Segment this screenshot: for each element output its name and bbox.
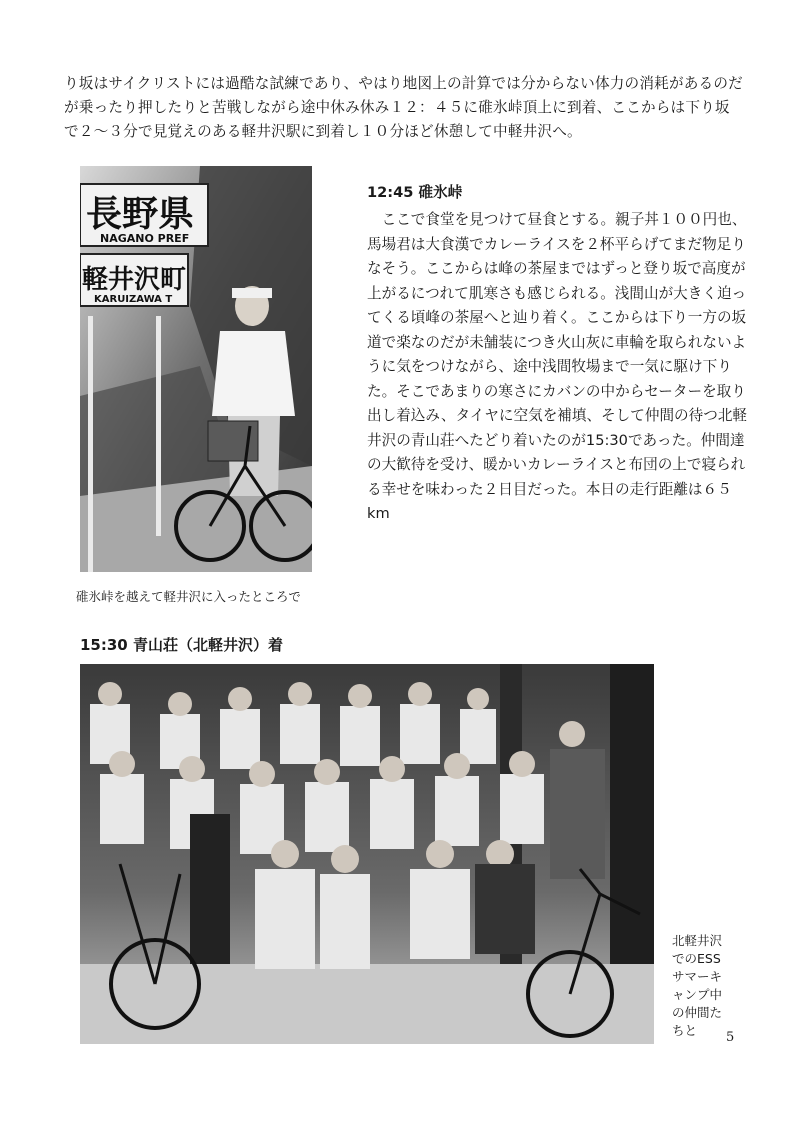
- aoyama-section-title: 15:30 青山荘（北軽井沢）着: [80, 636, 283, 654]
- group-photo-caption: 北軽井沢でのESSサマーキャンプ中の仲間たちと: [672, 933, 723, 1038]
- sign-top-text: 長野県: [86, 194, 195, 235]
- cyclist-photo-drawing: [80, 166, 312, 572]
- intro-paragraph: り坂はサイクリストには過酷な試練であり、やはり地図上の計算では分からない体力の消耗があるのだが乗ったり押したりと苦戦しながら途中休み休み１２：４５に碓氷峠頂上に到着、ここからは下り坂で２～３分で見覚えのある軽井沢駅に到着し１０分ほど休憩して中軽井沢へ。: [64, 75, 743, 140]
- sign-mid-subtext: KARUIZAWA T: [94, 294, 173, 305]
- usui-pass-body: ここで食堂を見つけて昼食とする。親子丼１００円也、馬場君は大食漢でカレーライスを２杯平らげてまだ物足りなそう。ここからは峰の茶屋まではずっと登り坂で高度が上がるにつれて肌寒さも感じられる。浅間山が大きく迫ってくる頃峰の茶屋へと辿り着く。ここからは下り一方の坂道で楽なのだが未舗装につき火山灰に車輪を取られないように気をつけながら、途中浅間牧場まで一気に駆け下りた。そこであまりの寒さにカバンの中からセーターを取り出し着込み、タイヤに空気を補填、そして仲間の待つ北軽井沢の青山荘へたどり着いたのが15:30であった。仲間達の大歓待を受け、暖かいカレーライスと布団の上で寝られる幸せを味わった２日目だった。本日の走行距離は６５km: [367, 211, 748, 522]
- sign-mid-text: 軽井沢町: [82, 265, 187, 295]
- usui-pass-title: 12:45 碓氷峠: [367, 184, 463, 201]
- group-photo: [80, 664, 654, 1044]
- cyclist-photo: [80, 166, 312, 572]
- cyclist-photo-caption: 碓氷峠を越えて軽井沢に入ったところで: [76, 589, 301, 604]
- sign-top-subtext: NAGANO PREF: [100, 232, 190, 245]
- group-photo-drawing: [80, 664, 654, 1044]
- usui-pass-section: [367, 182, 749, 527]
- page-number: 5: [726, 1030, 735, 1045]
